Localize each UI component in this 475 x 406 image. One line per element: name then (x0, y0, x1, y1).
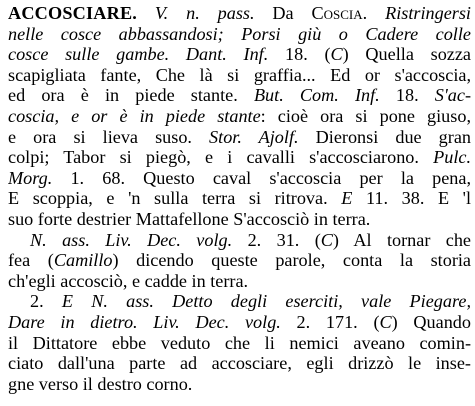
entry-line-16 (8, 312, 471, 333)
citation-ref: 2. 171. ( (280, 311, 380, 332)
quoted-name: Camillo (53, 250, 113, 271)
quotation-text: ch'egli accosciò, e cadde in terra. (8, 270, 249, 291)
quoted-phrase: coscia, e or è in piede stante (8, 105, 261, 126)
entry-line-15 (8, 291, 471, 312)
citation-source: Pulc. (433, 147, 471, 168)
grammar-label: V. n. pass. (137, 3, 255, 23)
entry-line-13 (8, 250, 471, 271)
citation-ref: 2. 31. ( (232, 229, 321, 250)
quotation-text: e ora si lieva suso. (8, 126, 210, 147)
citation-source: Morg. (8, 167, 53, 188)
entry-line-12 (8, 230, 471, 251)
quotation-text: ) dicendo queste parole, conta la storia (112, 250, 471, 271)
citation-source: Stor. Ajolf. (209, 126, 299, 147)
etymon-word: Coscia (311, 3, 363, 23)
quotation-text: ) Al tornar che (332, 229, 471, 250)
entry-line-7 (8, 127, 471, 148)
quotation-text: colpi; Tabor si piegò, e i cavalli s'accosciarono. (8, 147, 434, 168)
sense-definition: E N. ass. Detto degli eserciti, vale Piegare, (61, 291, 471, 312)
sense-definition: Dare in dietro. Liv. Dec. volg. (8, 311, 281, 332)
citation-source: E (341, 188, 353, 209)
definition-text: nelle cosce abbassandosi; Porsi giù o Cadere colle (8, 23, 471, 44)
quotation-text: : cioè ora si pone giuso, (260, 105, 471, 126)
quotation-text: gne verso il destro corno. (8, 373, 193, 394)
quoted-phrase: S'ac- (434, 85, 471, 106)
entry-line-18 (8, 353, 471, 374)
quotation-text: il Dittatore ebbe veduto che li nemici aveano comin- (8, 332, 471, 353)
sense-number: 2. (30, 291, 62, 312)
entry-line-4 (8, 65, 471, 86)
entry-line-3 (8, 44, 471, 65)
entry-line-2 (8, 24, 471, 45)
entry-line-17 (8, 333, 471, 354)
separator: . (362, 3, 386, 23)
quotation-text: suo forte destrier Mattafellone S'accosciò in terra. (8, 208, 371, 229)
headword: ACCOSCIARE. (8, 3, 138, 23)
citation-mark: C (379, 311, 392, 332)
citation-mark: C (330, 44, 343, 65)
quotation-text: fea ( (8, 250, 54, 271)
entry-line-19 (8, 374, 471, 395)
entry-line-1 (8, 3, 471, 24)
quotation-text: ed ora è in piede stante. (8, 85, 254, 106)
quotation-text: Dieronsi due gran (298, 126, 471, 147)
etymology-prefix: Da (254, 3, 312, 23)
citation-source: cosce sulle gambe. Dant. Inf. (8, 44, 269, 65)
entry-line-5 (8, 85, 471, 106)
quotation-text: ) Quando (391, 311, 471, 332)
citation-source: But. Com. Inf. (253, 85, 380, 106)
quotation-text: 11. 38. E 'l (352, 188, 471, 209)
citation-ref: 18. (379, 85, 435, 106)
citation-mark: C (320, 229, 333, 250)
citation-ref: 18. ( (268, 44, 331, 65)
definition-text: Ristringersi (385, 3, 471, 23)
entry-line-14 (8, 271, 471, 292)
quotation-text: ) Quella sozza (342, 44, 471, 65)
quotation-text: scapigliata fante, Che là si graffia... Ed or s'accoscia, (8, 64, 471, 85)
entry-line-6 (8, 106, 471, 127)
entry-line-9 (8, 168, 471, 189)
entry-line-11 (8, 209, 471, 230)
quotation-text: E scoppia, e 'n sulla terra si ritrova. (8, 188, 342, 209)
quotation-text: 1. 68. Questo caval s'accoscia per la pena, (52, 167, 471, 188)
entry-line-10 (8, 188, 471, 209)
sense-label: N. ass. Liv. Dec. volg. (30, 229, 233, 250)
entry-line-8 (8, 147, 471, 168)
quotation-text: ciato dall'una parte ad accosciare, egli drizzò le inse- (8, 353, 471, 374)
